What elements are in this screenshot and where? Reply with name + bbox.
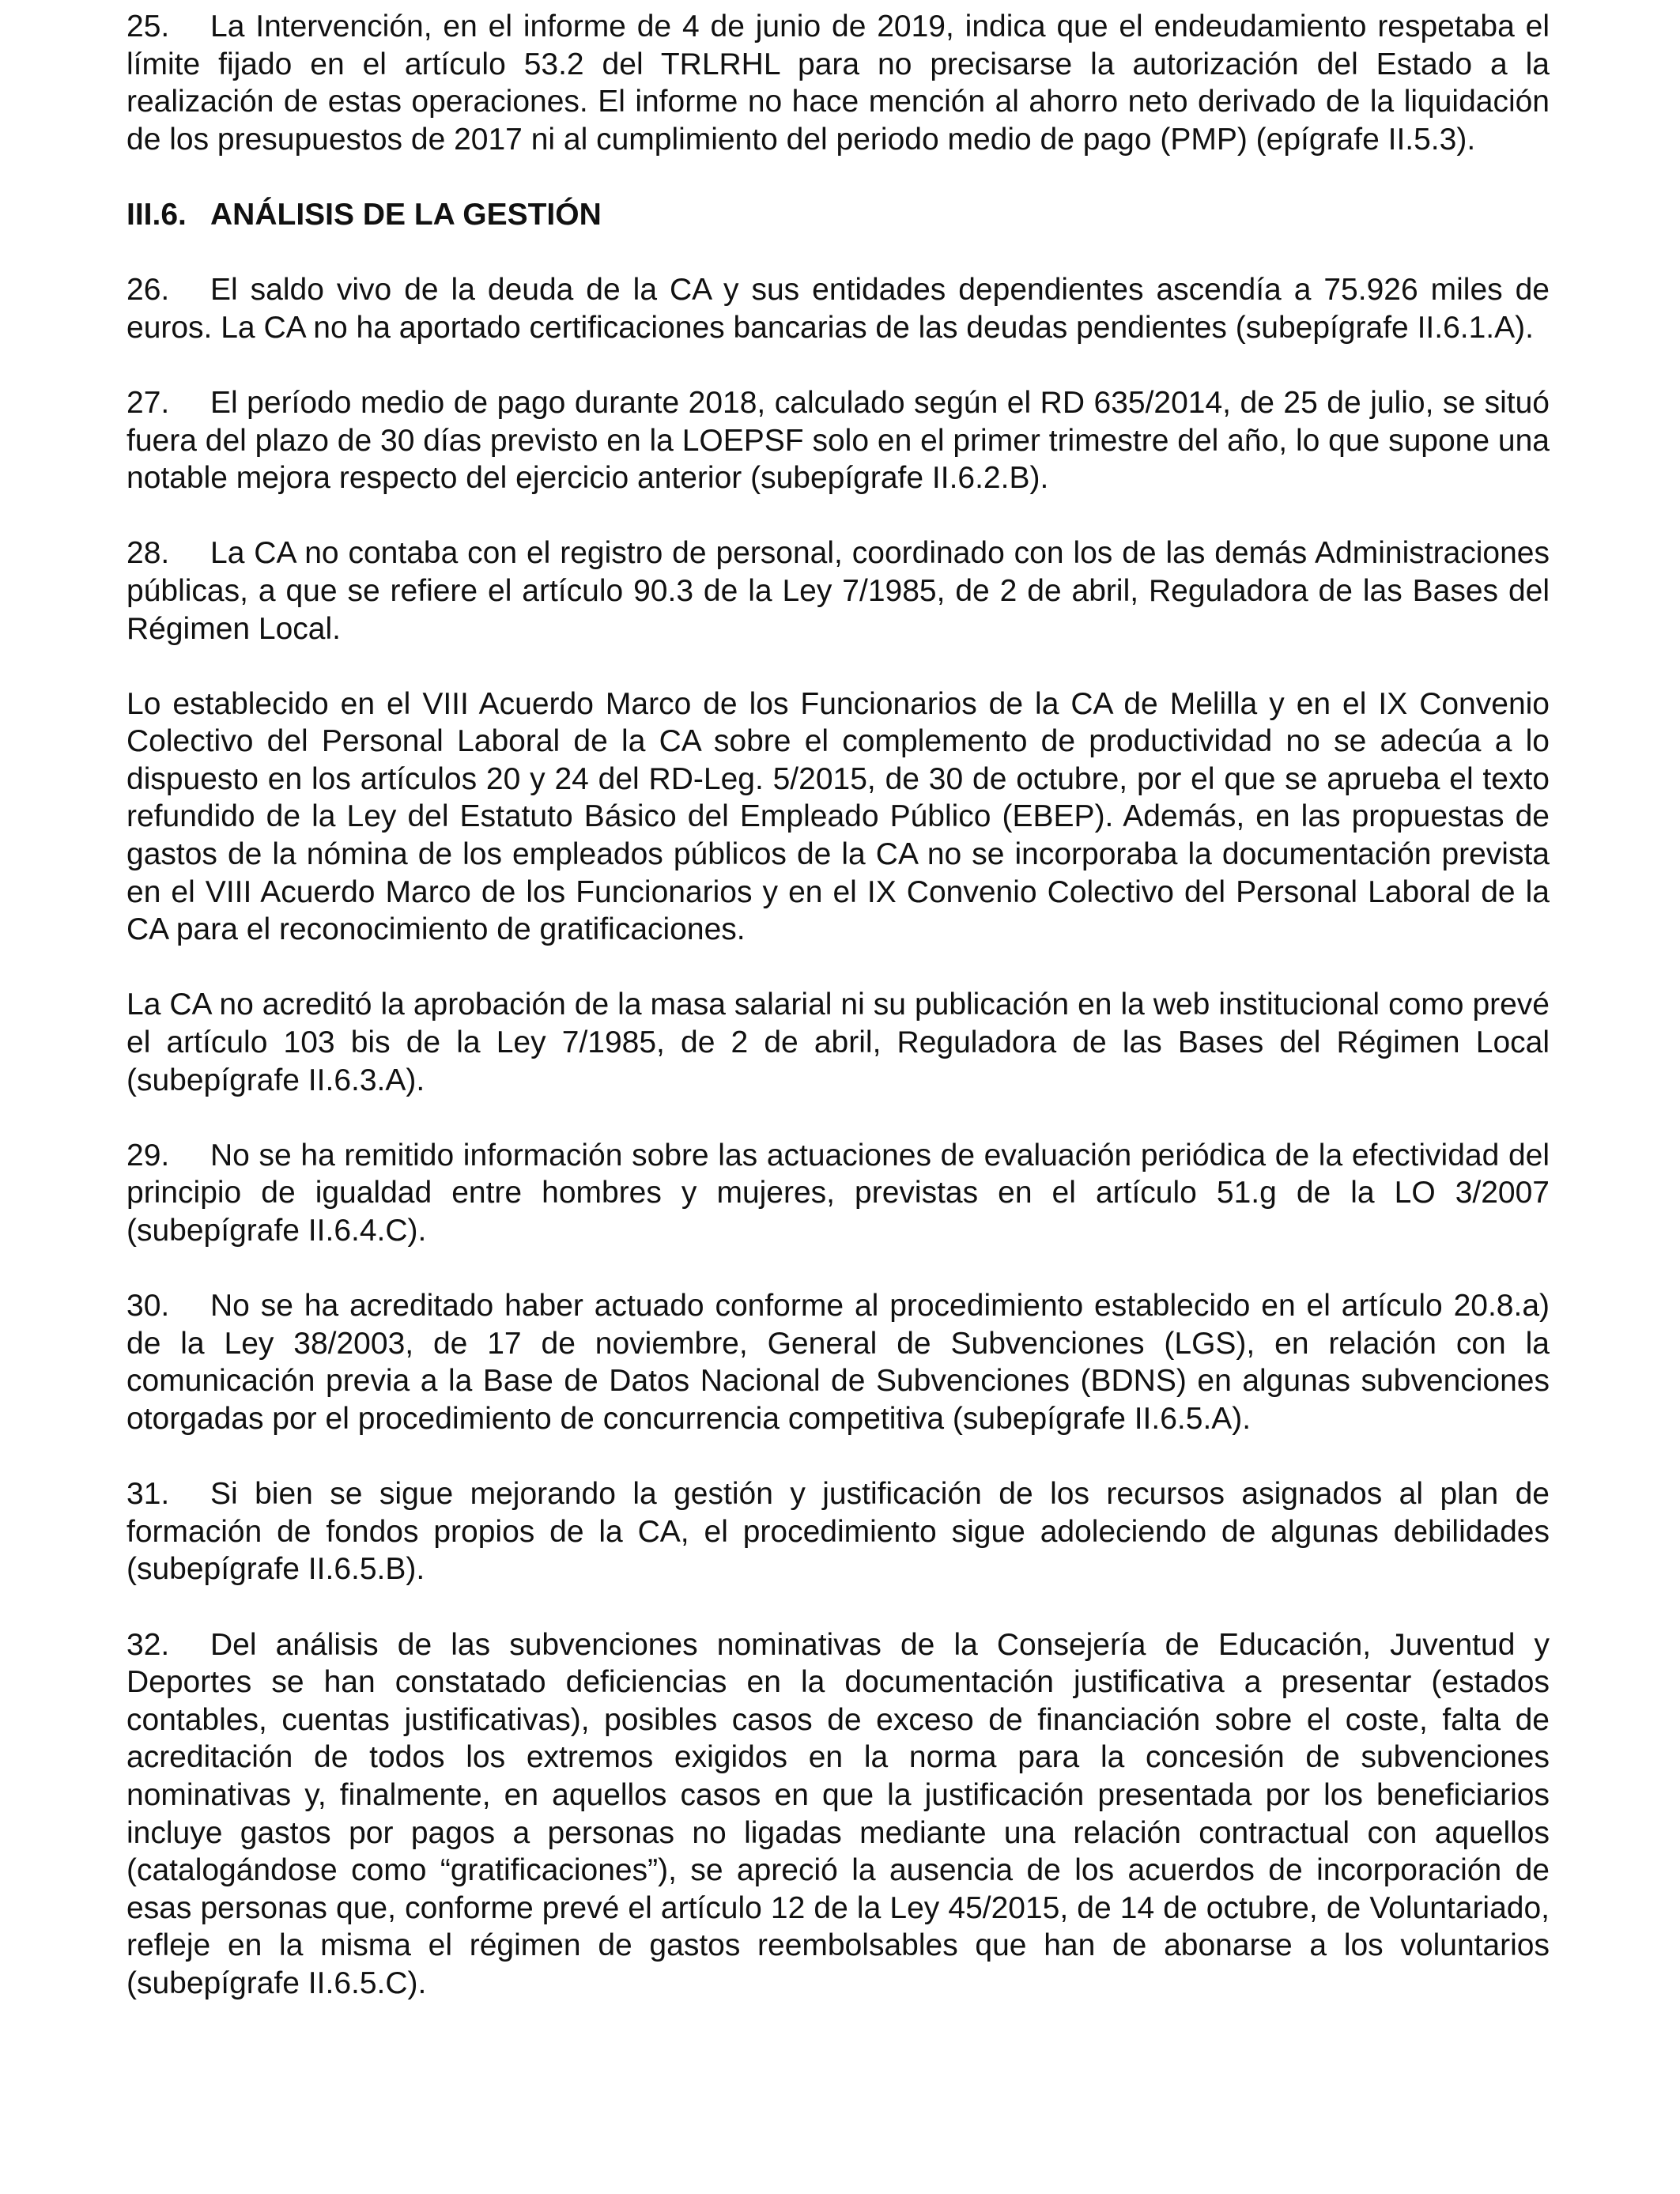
paragraph-text: Lo establecido en el VIII Acuerdo Marco de los Funcionarios de la CA de Melilla y en el IX Convenio Colectivo del Personal Laboral de la CA sobre el complemento de productividad no se adecúa a lo dispuesto en los artículos 20 y 24 del RD-Leg. 5/2015, de 30 de octubre, por el que se aprueba el texto refundido de la Ley del Estatuto Básico del Empleado Público (EBEP). Además, en las propuestas de gastos de la nómina de los empleados públicos de la CA no se incorporaba la documentación prevista en el VIII Acuerdo Marco de los Funcionarios y en el IX Convenio Colectivo del Personal Laboral de la CA para el reconocimiento de gratificaciones. xyxy=(126,686,1550,947)
paragraph-28-productividad xyxy=(126,685,1550,949)
paragraph-text: El saldo vivo de la deuda de la CA y sus entidades dependientes ascendía a 75.926 miles de euros. La CA no ha aportado certificaciones bancarias de las deudas pendientes (subepígrafe II.6.1.A). xyxy=(126,273,1550,345)
paragraph-number: 26. xyxy=(126,273,170,308)
paragraph-26 xyxy=(126,271,1550,346)
paragraph-text: No se ha acreditado haber actuado conforme al procedimiento establecido en el artículo 20.8.a) de la Ley 38/2003, de 17 de noviembre, General de Subvenciones (LGS), en relación con la comunicación previa a la Base de Datos Nacional de Subvenciones (BDNS) en algunas subvenciones otorgadas por el procedimiento de concurrencia competitiva (subepígrafe II.6.5.A). xyxy=(126,1289,1550,1436)
paragraph-number: 30. xyxy=(126,1289,170,1324)
document-page xyxy=(126,8,1550,2040)
paragraph-32 xyxy=(126,1626,1550,2003)
paragraph-number: 25. xyxy=(126,9,170,43)
paragraph-number: 27. xyxy=(126,385,170,420)
paragraph-31 xyxy=(126,1475,1550,1588)
section-heading xyxy=(126,196,1550,234)
paragraph-text: La CA no acreditó la aprobación de la masa salarial ni su publicación en la web institucional como prevé el artículo 103 bis de la Ley 7/1985, de 2 de abril, Reguladora de las Bases del Régimen Local (subepígrafe II.6.3.A). xyxy=(126,987,1550,1097)
paragraph-number: 31. xyxy=(126,1477,170,1512)
paragraph-text: La CA no contaba con el registro de personal, coordinado con los de las demás Administraciones públicas, a que se refiere el artículo 90.3 de la Ley 7/1985, de 2 de abril, Reguladora de las Bases del Régimen Local. xyxy=(126,536,1550,646)
paragraph-number: 28. xyxy=(126,536,170,571)
paragraph-text: Del análisis de las subvenciones nominativas de la Consejería de Educación, Juventud y Deportes se han constatado deficiencias en la documentación justificativa a presentar (estados contables, cuentas justificativas), posibles casos de exceso de financiación sobre el coste, falta de acreditación de todos los extremos exigidos en la norma para la concesión de subvenciones nominativas y, finalmente, en aquellos casos en que la justificación presentada por los beneficiarios incluye gastos por pagos a personas no ligadas mediante una relación contractual con aquellos (catalogándose como “gratificaciones”), se apreció la ausencia de los acuerdos de incorporación de esas personas que, conforme prevé el artículo 12 de la Ley 45/2015, de 14 de octubre, de Voluntariado, refleje en la misma el régimen de gastos reembolsables que han de abonarse a los voluntarios (subepígrafe II.6.5.C). xyxy=(126,1627,1550,2000)
section-number: III.6. xyxy=(126,197,187,232)
paragraph-25 xyxy=(126,8,1550,158)
paragraph-30 xyxy=(126,1287,1550,1437)
paragraph-text: La Intervención, en el informe de 4 de junio de 2019, indica que el endeudamiento respetaba el límite fijado en el artículo 53.2 del TRLRHL para no precisarse la autorización del Estado a la realización de estas operaciones. El informe no hace mención al ahorro neto derivado de la liquidación de los presupuestos de 2017 ni al cumplimiento del periodo medio de pago (PMP) (epígrafe II.5.3). xyxy=(126,9,1550,157)
paragraph-29 xyxy=(126,1137,1550,1250)
paragraph-28-masa-salarial xyxy=(126,986,1550,1099)
paragraph-27 xyxy=(126,384,1550,497)
section-title: ANÁLISIS DE LA GESTIÓN xyxy=(210,197,602,232)
paragraph-number: 29. xyxy=(126,1138,170,1173)
paragraph-28 xyxy=(126,534,1550,648)
paragraph-number: 32. xyxy=(126,1627,170,1662)
paragraph-text: No se ha remitido información sobre las actuaciones de evaluación periódica de la efectividad del principio de igualdad entre hombres y mujeres, previstas en el artículo 51.g de la LO 3/2007 (subepígrafe II.6.4.C). xyxy=(126,1138,1550,1248)
paragraph-text: El período medio de pago durante 2018, calculado según el RD 635/2014, de 25 de julio, se situó fuera del plazo de 30 días previsto en la LOEPSF solo en el primer trimestre del año, lo que supone una notable mejora respecto del ejercicio anterior (subepígrafe II.6.2.B). xyxy=(126,385,1550,496)
paragraph-text: Si bien se sigue mejorando la gestión y justificación de los recursos asignados al plan de formación de fondos propios de la CA, el procedimiento sigue adoleciendo de algunas debilidades (subepígrafe II.6.5.B). xyxy=(126,1477,1550,1587)
